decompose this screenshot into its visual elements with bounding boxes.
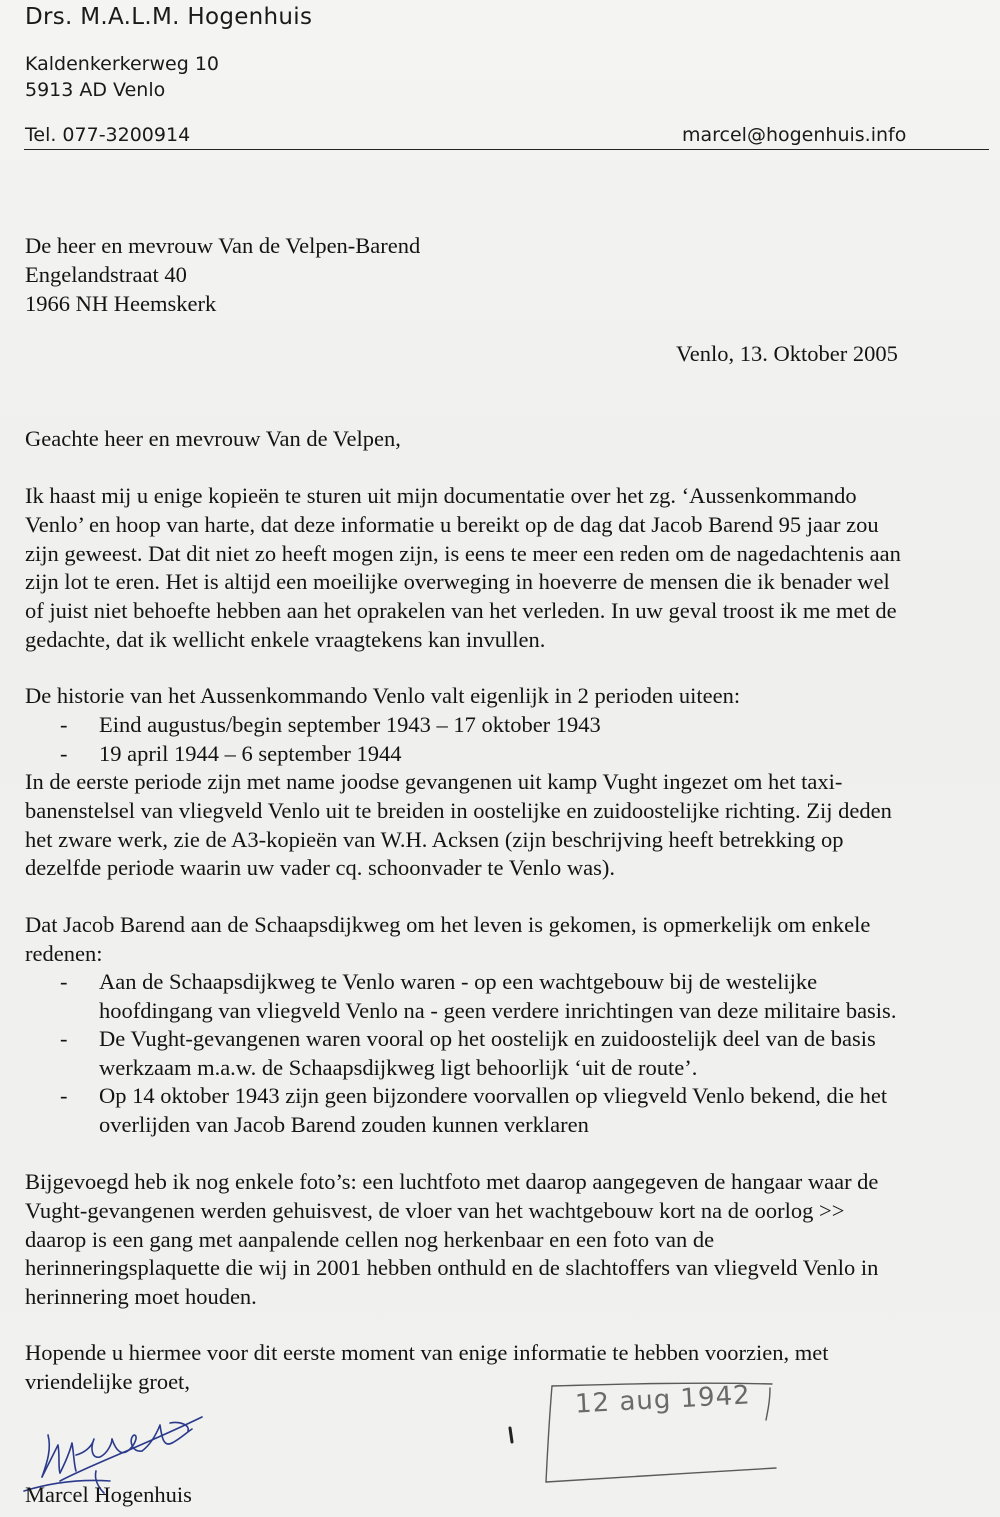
text-line: Dat Jacob Barend aan de Schaapsdijkweg om het leven is gekomen, is opmerkelijk om enkele — [25, 912, 871, 937]
paragraph-reasons-intro — [25, 911, 985, 969]
text-line: Hopende u hiermee voor dit eerste moment van enige informatie te hebben voorzien, met — [25, 1340, 829, 1365]
reason-item — [99, 968, 896, 1026]
text-line: banenstelsel van vliegveld Venlo uit te breiden in oostelijke en zuidoostelijke richting. Zij deden — [25, 797, 892, 823]
sender-street: Kaldenkerkerweg 10 — [25, 53, 219, 75]
period-item — [99, 740, 401, 769]
text-line: Aan de Schaapsdijkweg te Venlo waren - op een wachtgebouw bij de westelijke — [99, 969, 818, 994]
recipient-line: Engelandstraat 40 — [25, 261, 187, 287]
paragraph-history — [25, 768, 985, 883]
bullet-mark: - — [60, 741, 68, 766]
text-line: overlijden van Jacob Barend zouden kunnen verklaren — [99, 1111, 589, 1137]
text-line: werkzaam m.a.w. de Schaapsdijkweg ligt behoorlijk ‘uit de route’. — [99, 1054, 698, 1080]
text-line: het zware werk, zie de A3-kopieën van W.H. Acksen (zijn beschrijving heeft betrekking op — [25, 826, 844, 852]
paragraph-attachments — [25, 1168, 985, 1312]
bullet-mark: - — [60, 969, 68, 994]
text-line: Bijgevoegd heb ik nog enkele foto’s: een luchtfoto met daarop aangegeven de hangaar waar de — [25, 1169, 879, 1194]
letter-date: Venlo, 13. Oktober 2005 — [676, 341, 898, 366]
text-line: Ik haast mij u enige kopieën te sturen uit mijn documentatie over het zg. ‘Aussenkommando — [25, 483, 857, 508]
period-item — [99, 711, 601, 740]
text-line: Op 14 oktober 1943 zijn geen bijzondere voorvallen op vliegveld Venlo bekend, die het — [99, 1083, 888, 1108]
pencil-note-text: 12 aug 1942 — [574, 1380, 752, 1420]
text-line: In de eerste periode zijn met name joodse gevangenen uit kamp Vught ingezet om het taxi- — [25, 769, 843, 794]
reason-item — [99, 1025, 876, 1083]
sender-phone: Tel. 077-3200914 — [25, 124, 191, 146]
text-line: gedachte, dat ik wellicht enkele vraagtekens kan invullen. — [25, 626, 546, 652]
sender-city: 5913 AD Venlo — [25, 79, 166, 101]
recipient-line: 1966 NH Heemskerk — [25, 290, 217, 316]
text-line: dezelfde periode waarin uw vader cq. schoonvader te Venlo was). — [25, 855, 615, 881]
text-line: herinnering moet houden. — [25, 1284, 257, 1310]
text-line: Eind augustus/begin september 1943 – 17 oktober 1943 — [99, 712, 601, 737]
text-line: 19 april 1944 – 6 september 1944 — [99, 741, 402, 766]
sender-name: Drs. M.A.L.M. Hogenhuis — [25, 4, 313, 30]
text-line: De Vught-gevangenen waren vooral op het oostelijk en zuidoostelijk deel van de basis — [99, 1026, 876, 1051]
bullet-mark: - — [60, 1026, 68, 1051]
text-line: vriendelijke groet, — [25, 1368, 190, 1394]
history-intro: De historie van het Aussenkommando Venlo valt eigenlijk in 2 perioden uiteen: — [25, 683, 741, 708]
text-line: zijn geweest. Dat dit niet zo heeft mogen zijn, is eens te meer een reden om de nagedachtenis aan — [25, 540, 901, 566]
text-line: hoofdingang van vliegveld Venlo na - geen verdere inrichtingen van deze militaire basis. — [99, 997, 897, 1023]
text-line: Venlo’ en hoop van harte, dat deze informatie u bereikt op de dag dat Jacob Barend 95 jaar zou — [25, 511, 879, 537]
text-line: daarop is een gang met aanpalende cellen nog herkenbaar en een foto van de — [25, 1226, 715, 1252]
text-line: zijn lot te eren. Het is altijd een moeilijke overweging in hoeverre de mensen die ik benader wel — [25, 569, 890, 595]
salutation: Geachte heer en mevrouw Van de Velpen, — [25, 426, 401, 451]
text-line: redenen: — [25, 940, 103, 966]
bullet-mark: - — [60, 1083, 68, 1108]
recipient-address — [25, 232, 985, 318]
paragraph-intro — [25, 482, 985, 655]
reason-item — [99, 1082, 887, 1140]
text-line: Vught-gevangenen werden gehuisvest, de vloer van het wachtgebouw kort na de oorlog >> — [25, 1197, 845, 1223]
bullet-mark: - — [60, 712, 68, 737]
text-line: herinneringsplaquette die wij in 2001 hebben onthuld en de slachtoffers van vliegveld Venlo in — [25, 1255, 879, 1281]
letterhead-divider — [24, 149, 989, 150]
text-line: of juist niet behoefte hebben aan het oprakelen van het verleden. In uw geval troost ik me met de — [25, 598, 897, 624]
sender-email: marcel@hogenhuis.info — [682, 124, 907, 146]
recipient-line: De heer en mevrouw Van de Velpen-Barend — [25, 233, 421, 258]
handwritten-signature — [20, 1395, 220, 1495]
signer-name: Marcel Hogenhuis — [25, 1482, 192, 1507]
